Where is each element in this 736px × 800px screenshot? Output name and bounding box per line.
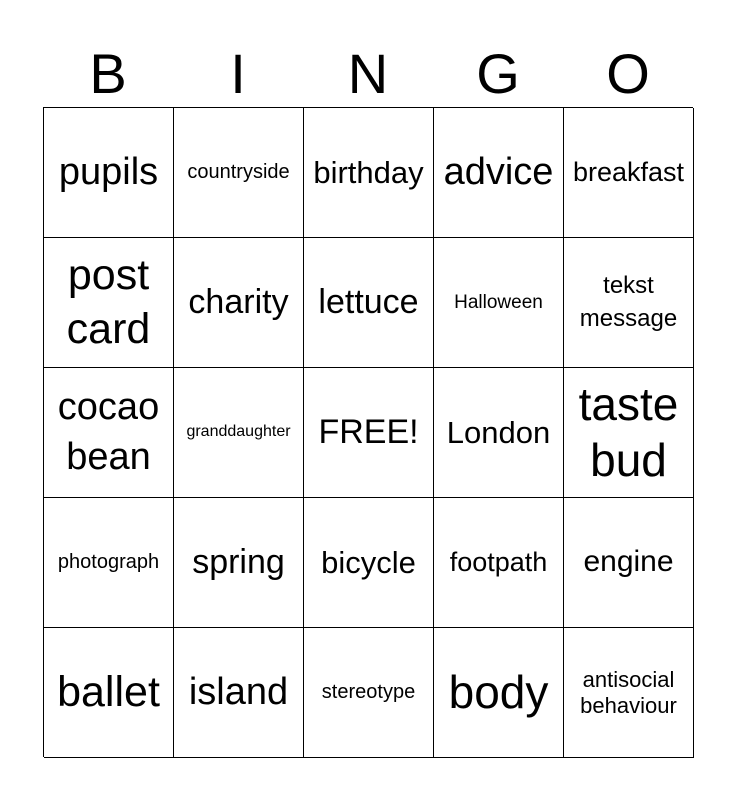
cell-text: countryside — [187, 161, 290, 183]
header-letter-o: O — [606, 42, 650, 105]
cell-text: spring — [192, 542, 285, 581]
bingo-cell[interactable] — [174, 628, 304, 758]
bingo-cell[interactable] — [434, 498, 564, 628]
cell-text: post card — [66, 250, 151, 353]
cell-text: Halloween — [454, 291, 543, 313]
cell-text: granddaughter — [186, 423, 291, 441]
cell-text: birthday — [313, 154, 424, 190]
cell-text: antisocial behaviour — [580, 667, 677, 718]
bingo-cell[interactable] — [174, 108, 304, 238]
cell-text: London — [446, 414, 551, 450]
bingo-cell[interactable] — [434, 108, 564, 238]
bingo-cell[interactable] — [174, 238, 304, 368]
bingo-cell[interactable] — [174, 498, 304, 628]
cell-text: taste bud — [578, 378, 679, 486]
bingo-cell[interactable] — [434, 368, 564, 498]
cell-text: lettuce — [318, 282, 419, 321]
bingo-cell[interactable] — [174, 368, 304, 498]
cell-text: pupils — [58, 150, 159, 193]
cell-text: charity — [188, 282, 289, 321]
cell-text: tekst message — [579, 272, 678, 332]
cell-text: island — [188, 670, 289, 713]
cell-text: FREE! — [318, 412, 419, 451]
cell-text: engine — [583, 545, 674, 579]
cell-text: ballet — [57, 667, 160, 716]
bingo-cell[interactable] — [564, 628, 694, 758]
bingo-cell[interactable] — [304, 108, 434, 238]
cell-text: footpath — [449, 546, 548, 577]
cell-text: bicycle — [321, 544, 416, 580]
bingo-board — [43, 107, 693, 757]
header-letter-g: G — [476, 42, 520, 105]
bingo-cell[interactable] — [564, 238, 694, 368]
cell-text: stereotype — [321, 681, 416, 703]
header-letter-b: B — [89, 42, 127, 105]
bingo-cell[interactable] — [434, 628, 564, 758]
bingo-cell[interactable] — [44, 108, 174, 238]
bingo-cell free-cell[interactable] — [304, 368, 434, 498]
bingo-header — [43, 40, 693, 108]
bingo-cell[interactable] — [44, 238, 174, 368]
bingo-cell[interactable] — [44, 498, 174, 628]
cell-text: photograph — [57, 551, 160, 573]
bingo-cell[interactable] — [44, 368, 174, 498]
header-letter-i: I — [230, 42, 246, 105]
bingo-cell[interactable] — [44, 628, 174, 758]
cell-text: body — [448, 665, 549, 718]
bingo-cell[interactable] — [434, 238, 564, 368]
cell-text: breakfast — [572, 156, 685, 187]
header-letter-n: N — [347, 42, 389, 105]
cell-text: cocao bean — [57, 386, 160, 478]
bingo-cell[interactable] — [304, 628, 434, 758]
bingo-cell[interactable] — [304, 498, 434, 628]
bingo-cell[interactable] — [564, 498, 694, 628]
bingo-cell[interactable] — [304, 238, 434, 368]
bingo-cell[interactable] — [564, 368, 694, 498]
bingo-cell[interactable] — [564, 108, 694, 238]
cell-text: advice — [443, 150, 554, 193]
